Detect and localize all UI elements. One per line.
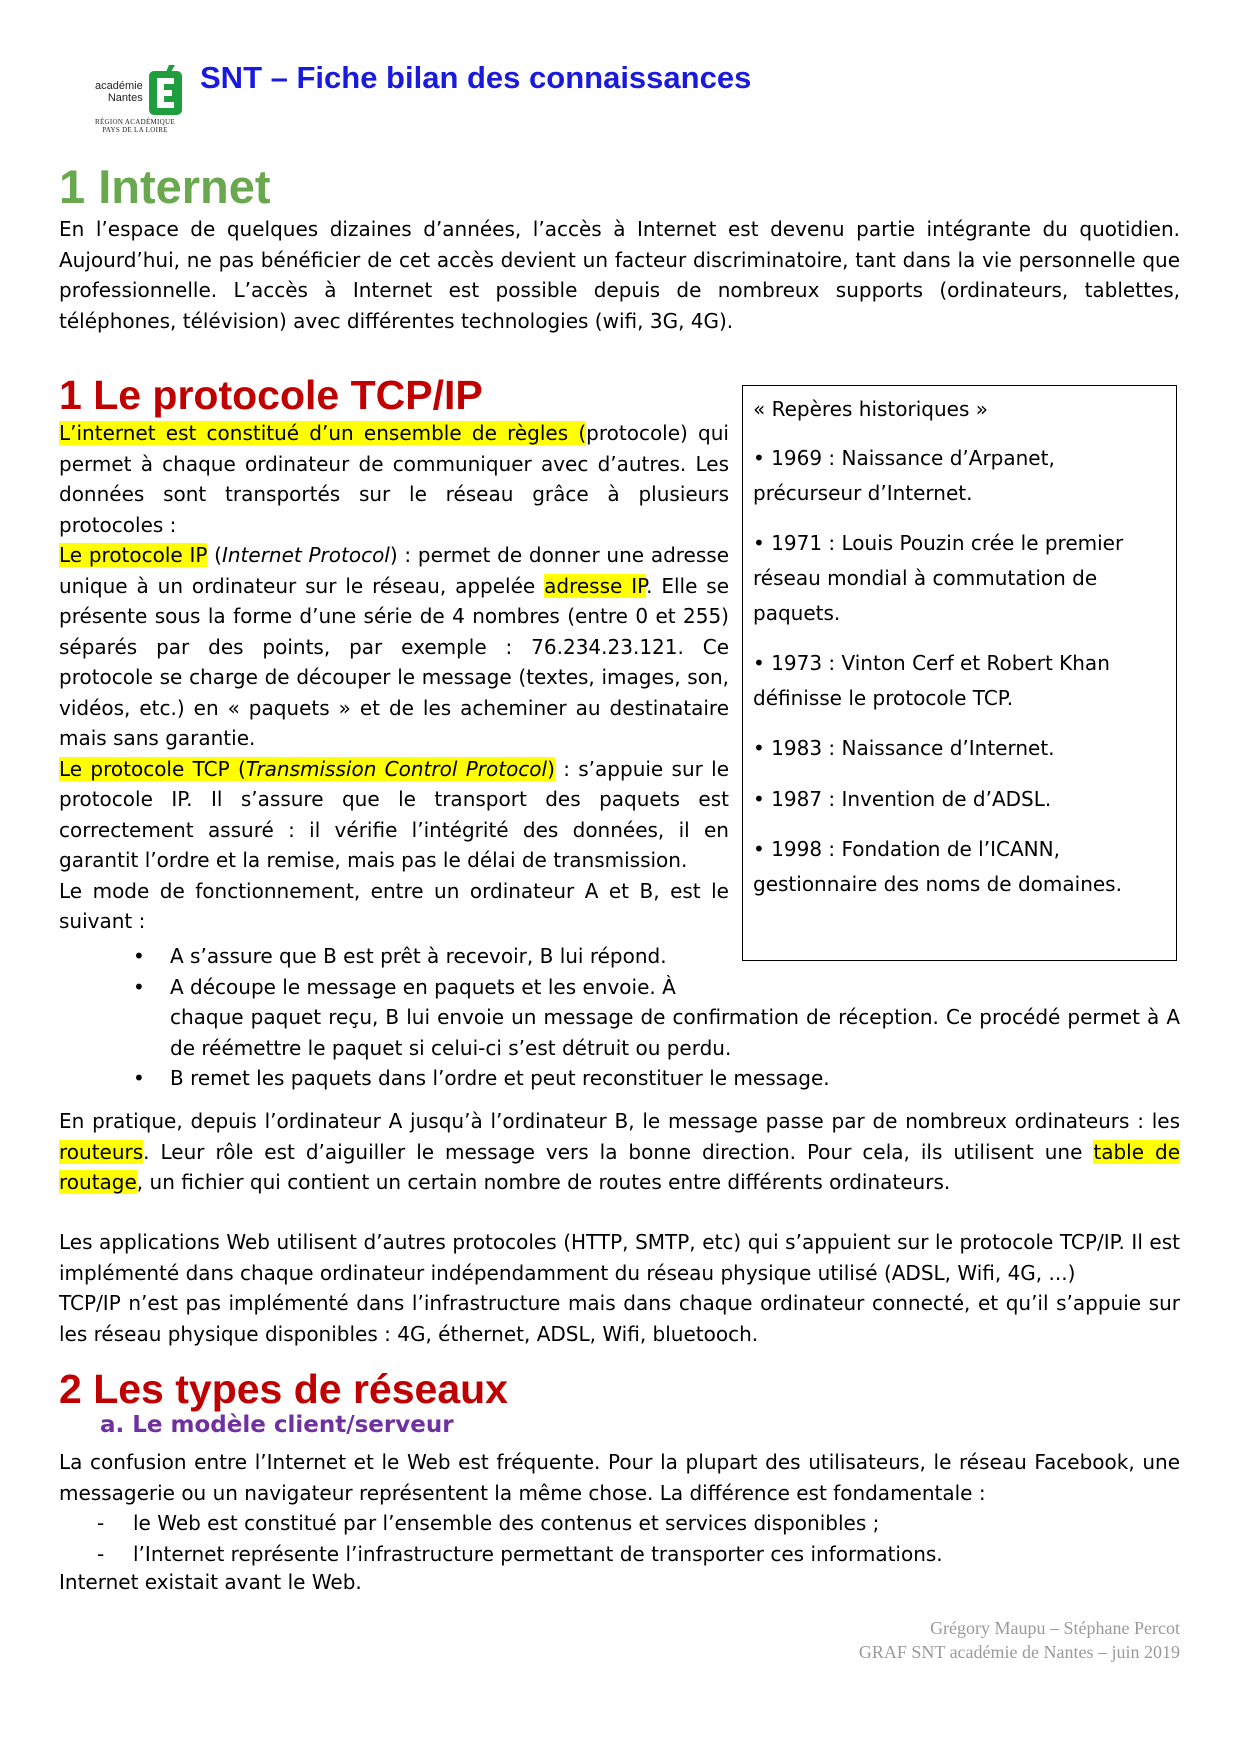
heading-internet: 1 Internet bbox=[59, 160, 271, 213]
closing-sentence: Internet existait avant le Web. bbox=[59, 1570, 362, 1594]
tcp-hl-a: Le protocole TCP ( bbox=[59, 756, 246, 781]
logo-region-line2: PAYS DE LA LOIRE bbox=[102, 126, 168, 134]
web-line1: Les applications Web utilisent d’autres protocoles (HTTP, SMTP, etc) qui s’appuient sur le protocole TCP/IP. Il est implémenté dans chaque ordinateur indépendamment du réseau physique utilisé (ADSL, Wifi, 4G, ...) bbox=[59, 1230, 1180, 1285]
timeline-item: • 1983 : Naissance d’Internet. bbox=[753, 736, 1055, 760]
bullet-icon: • bbox=[133, 974, 145, 999]
p1-rest: protocole) qui permet à chaque ordinateur de communiquer avec d’autres. Les données sont transportés sur le réseau grâce à plusieurs protocoles : bbox=[59, 421, 729, 537]
confusion-paragraph: La confusion entre l’Internet et le Web est fréquente. Pour la plupart des utilisateurs, le réseau Facebook, une messagerie ou un navigateur représentent la même chose. La différence est fondamentale : bbox=[59, 1450, 1180, 1505]
logo-wordmark bbox=[95, 80, 143, 104]
ip-protocol-italic: Internet Protocol bbox=[221, 543, 390, 567]
ip-paren: ( bbox=[207, 543, 222, 567]
timeline-item: • 1973 : Vinton Cerf et Robert Khan définisse le protocole TCP. bbox=[753, 651, 1110, 710]
heading-types-reseaux: 2 Les types de réseaux bbox=[59, 1366, 508, 1412]
academie-nantes-logo bbox=[80, 58, 188, 136]
step-text: chaque paquet reçu, B lui envoie un message de confirmation de réception. Ce procédé permet à A de réémettre le paquet si celui-ci s’est détruit ou perdu. bbox=[170, 1005, 1180, 1060]
routing-text-a: En pratique, depuis l’ordinateur A jusqu’à l’ordinateur B, le message passe par de nombreux ordinateurs : les bbox=[59, 1109, 1180, 1133]
ip-text1: ) : permet de donner une adresse unique à un ordinateur sur le réseau, appelée bbox=[59, 543, 729, 598]
step-text: A s’assure que B est prêt à recevoir, B lui répond. bbox=[170, 944, 667, 968]
intro-paragraph: En l’espace de quelques dizaines d’années, l’accès à Internet est devenu partie intégrante du quotidien. Aujourd’hui, ne pas bénéficier de cet accès devient un facteur discriminatoire, tant dans la vie personnelle que professionnelle. L’accès à Internet est possible depuis de nombreux supports (ordinateurs, tablettes, téléphones, télévision) avec différentes technologies (wifi, 3G, 4G). bbox=[59, 217, 1180, 333]
box-title: « Repères historiques » bbox=[753, 397, 988, 421]
logo-region-line1: RÉGION ACADÉMIQUE bbox=[95, 118, 175, 126]
footer-source: GRAF SNT académie de Nantes – juin 2019 bbox=[858, 1642, 1180, 1662]
highlight-tcp-protocol bbox=[59, 757, 555, 781]
routing-text-b: . Leur rôle est d’aiguiller le message vers la bonne direction. Pour cela, ils utilisent une bbox=[143, 1139, 1094, 1164]
dash-bullet: - bbox=[97, 1541, 105, 1566]
footer-credits bbox=[859, 1616, 1180, 1664]
highlight-ip-address: adresse IP bbox=[544, 573, 647, 598]
list-item bbox=[133, 972, 730, 1003]
step-text: B remet les paquets dans l’ordre et peut reconstituer le message. bbox=[170, 1066, 830, 1090]
reperes-historiques-box bbox=[742, 385, 1177, 961]
timeline-item: • 1971 : Louis Pouzin crée le premier réseau mondial à commutation de paquets. bbox=[753, 531, 1124, 625]
logo-text-line2: Nantes bbox=[107, 92, 143, 104]
web-protocols-paragraph bbox=[59, 1227, 1180, 1349]
list-item-text: l’Internet représente l’infrastructure permettant de transporter ces informations. bbox=[133, 1541, 943, 1566]
routing-paragraph bbox=[59, 1106, 1180, 1198]
step-text: A découpe le message en paquets et les envoie. À bbox=[170, 974, 676, 999]
heading-tcp-ip: 1 Le protocole TCP/IP bbox=[59, 372, 483, 418]
footer-authors: Grégory Maupu – Stéphane Percot bbox=[930, 1618, 1180, 1638]
list-item bbox=[97, 1508, 1173, 1539]
bullet-icon: • bbox=[133, 944, 145, 968]
list-item bbox=[133, 1063, 1180, 1094]
letter-e-logo-icon bbox=[149, 65, 182, 115]
subheading-client-serveur: a. Le modèle client/serveur bbox=[100, 1412, 454, 1438]
highlight-rules: L’internet est constitué d’un ensemble de règles ( bbox=[59, 421, 587, 445]
logo-region bbox=[80, 118, 190, 134]
tcp-hl-italic: Transmission Control Protocol bbox=[245, 756, 548, 781]
timeline-item: • 1987 : Invention de d’ADSL. bbox=[753, 787, 1052, 811]
list-item bbox=[97, 1539, 1173, 1570]
steps-list bbox=[133, 941, 1180, 1094]
mode-text: Le mode de fonctionnement, entre un ordinateur A et B, est le suivant : bbox=[59, 878, 729, 933]
ip-text2: . Elle se présente sous la forme d’une série de 4 nombres (entre 0 et 255) séparés par des points, par exemple : 76.234.23.121. Ce protocole se charge de découper le message (textes, images, son, vidéos, etc.) en « paquets » et de les acheminer au destinataire mais sans garantie. bbox=[59, 573, 729, 750]
tcp-hl-b: ) bbox=[547, 756, 555, 781]
list-item-continuation bbox=[170, 1002, 1180, 1063]
web-line2: TCP/IP n’est pas implémenté dans l’infrastructure mais dans chaque ordinateur connecté, et qu’il s’appuie sur les réseau physique disponibles : 4G, éthernet, ADSL, Wifi, bluetooch. bbox=[59, 1291, 1180, 1346]
timeline-item: • 1998 : Fondation de l’ICANN, gestionnaire des noms de domaines. bbox=[753, 837, 1122, 896]
list-item bbox=[133, 941, 730, 972]
document-title: SNT – Fiche bilan des connaissances bbox=[200, 60, 752, 95]
tcp-text: : s’appuie sur le protocole IP. Il s’assure que le transport des paquets est correctement assuré : il vérifie l’intégrité des données, il en garantit l’ordre et la remise, mais pas le délai de transmission. bbox=[59, 756, 730, 872]
dash-bullet: - bbox=[97, 1511, 105, 1535]
highlight-routeurs: routeurs bbox=[59, 1139, 144, 1164]
highlight-table-routage: table de routage bbox=[59, 1139, 1180, 1194]
tcp-ip-column bbox=[59, 418, 729, 937]
routing-text-c: , un fichier qui contient un certain nombre de routes entre différents ordinateurs. bbox=[136, 1170, 951, 1194]
list-item-text: le Web est constitué par l’ensemble des contenus et services disponibles ; bbox=[133, 1511, 880, 1535]
logo-text-line1: académie bbox=[95, 80, 143, 92]
highlight-ip-protocol: Le protocole IP bbox=[59, 543, 208, 567]
web-internet-list bbox=[97, 1508, 1173, 1569]
timeline-item: • 1969 : Naissance d’Arpanet, précurseur d’Internet. bbox=[753, 446, 1055, 505]
bullet-icon: • bbox=[133, 1066, 145, 1090]
